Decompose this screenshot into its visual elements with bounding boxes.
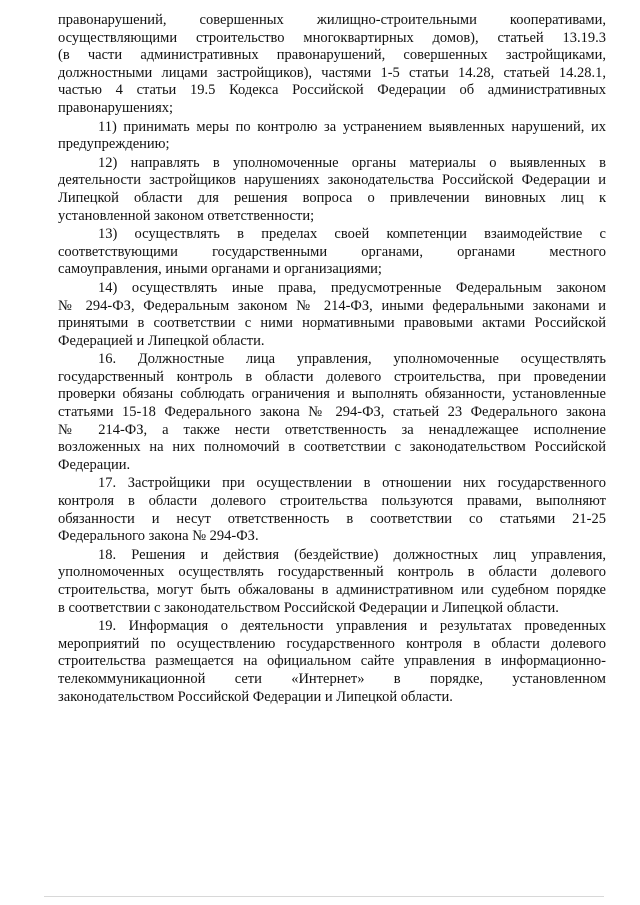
paragraph-line: контроля в области долевого строительства пользуются правами, выполняют	[58, 493, 606, 510]
document-paragraph	[58, 351, 606, 474]
document-paragraph	[58, 12, 606, 118]
paragraph-line: соответствующими государственными органами, органами местного	[58, 243, 606, 260]
paragraph-line: 13) осуществлять в пределах своей компетенции взаимодействие с	[98, 226, 606, 243]
paragraph-line: 18. Решения и действия (бездействие) должностных лиц управления,	[98, 546, 606, 563]
paragraph-line: Липецкой области для решения вопроса о привлечении виновных лиц к	[58, 189, 606, 206]
paragraph-line: 14) осуществлять иные права, предусмотренные Федеральным законом	[98, 279, 606, 296]
document-paragraph	[58, 618, 606, 706]
paragraph-line: № 214-ФЗ, а также нести ответственность за ненадлежащее исполнение	[58, 421, 606, 438]
paragraph-line: в соответствии с законодательством Российской Федерации и Липецкой области.	[58, 599, 559, 616]
paragraph-line: установленной законом ответственности;	[58, 207, 315, 224]
paragraph-line: мероприятий по осуществлению государственного контроля в области долевого	[58, 635, 606, 652]
paragraph-line: Федерального закона № 294-ФЗ.	[58, 528, 259, 545]
paragraph-line: строительства размещается на официальном сайте управления в информационно-	[58, 653, 606, 670]
paragraph-line: принятыми в соответствии с ними нормативными правовыми актами Российской	[58, 315, 606, 332]
page-bottom-edge	[44, 896, 604, 897]
paragraph-line: государственный контроль в области долевого строительства, при проведении	[58, 368, 606, 385]
paragraph-line: 11) принимать меры по контролю за устранением выявленных нарушений, их	[98, 118, 606, 135]
paragraph-line: статьями 15-18 Федерального закона № 294-ФЗ, статьей 23 Федерального закона	[58, 404, 606, 421]
paragraph-line: Федерацией и Липецкой области.	[58, 332, 265, 349]
paragraph-line: 19. Информация о деятельности управления и результатах проведенных	[98, 618, 606, 635]
paragraph-line: самоуправления, иными органами и организациями;	[58, 261, 382, 278]
paragraph-line: проверки обязаны соблюдать ограничения и выполнять обязанности, установленные	[58, 386, 606, 403]
paragraph-line: строительства, могут быть обжалованы в административном или судебном порядке	[58, 582, 606, 598]
document-paragraph	[58, 475, 606, 545]
paragraph-line: уполномоченных осуществлять государственный контроль в области долевого	[58, 564, 606, 581]
paragraph-line: частью 4 статьи 19.5 Кодекса Российской Федерации об административных	[58, 82, 606, 99]
paragraph-line: Федерации.	[58, 456, 131, 473]
document-paragraph	[58, 226, 606, 279]
document-paragraph	[58, 119, 606, 154]
paragraph-line: обязанности и несут ответственность в соответствии со статьями 21-25	[58, 510, 606, 527]
paragraph-line: предупреждению;	[58, 136, 170, 153]
paragraph-line: 17. Застройщики при осуществлении в отношении них государственного	[98, 475, 606, 492]
paragraph-line: телекоммуникационной сети «Интернет» в порядке, установленном	[58, 670, 606, 687]
paragraph-line: 12) направлять в уполномоченные органы материалы о выявленных в	[98, 154, 606, 171]
paragraph-line: возложенных на них полномочий в соответствии с законодательством Российской	[58, 439, 606, 456]
paragraph-line: № 294-ФЗ, Федеральным законом № 214-ФЗ, иными федеральными законами и	[58, 297, 606, 314]
paragraph-line: осуществляющими строительство многоквартирных домов), статьей 13.19.3	[58, 29, 606, 46]
paragraph-line: правонарушениях;	[58, 99, 174, 116]
paragraph-line: правонарушений, совершенных жилищно-строительными кооперативами,	[58, 12, 606, 28]
paragraph-line: должностными лицами застройщиков), частями 1-5 статьи 14.28, статьей 14.28.1,	[58, 64, 606, 81]
document-paragraph	[58, 547, 606, 617]
document-body	[58, 12, 606, 707]
paragraph-line: законодательством Российской Федерации и Липецкой области.	[58, 688, 453, 705]
paragraph-line: деятельности застройщиков нарушениях законодательства Российской Федерации и	[58, 172, 606, 189]
document-paragraph	[58, 155, 606, 225]
paragraph-line: (в части административных правонарушений, совершенных застройщиками,	[58, 47, 606, 64]
document-paragraph	[58, 280, 606, 350]
paragraph-line: 16. Должностные лица управления, уполномоченные осуществлять	[98, 351, 606, 368]
